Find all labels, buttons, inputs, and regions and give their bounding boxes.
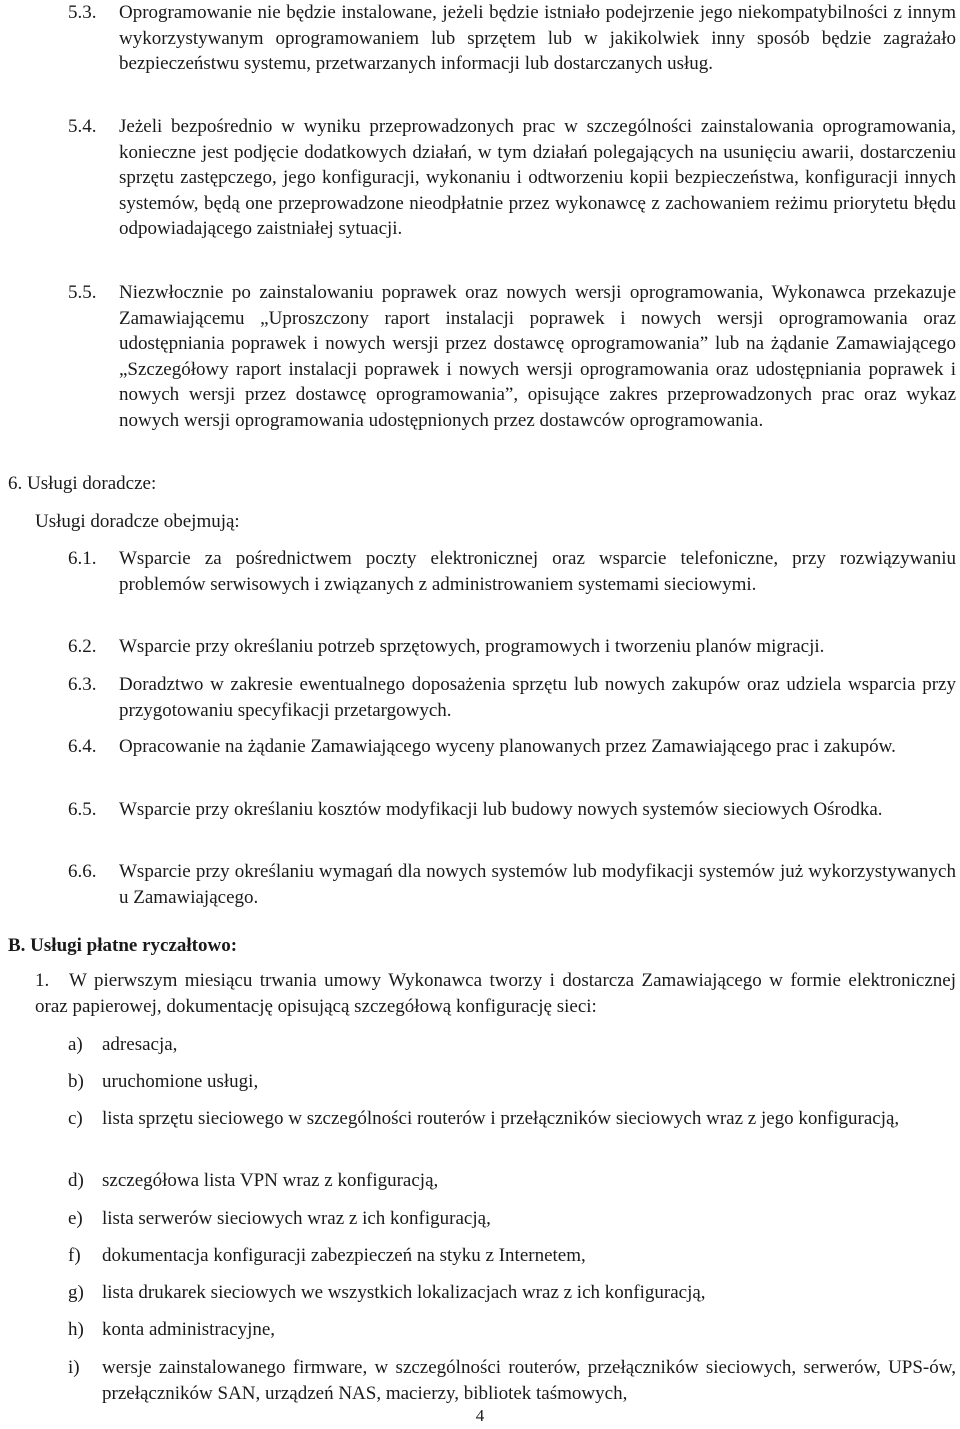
clause-text: Jeżeli bezpośrednio w wyniku przeprowadzonych prac w szczególności zainstalowania oprogramowania, konieczne jest podjęcie dodatkowych działań, w tym działań polegających na usunięciu awarii, dostarczeniu sprzętu zastępczego, jego konfiguracji, wykonaniu i odtworzeniu kopii bezpieczeństwa, konfiguracji innych systemów, będą one przeprowadzone nieodpłatnie przez wykonawcę z zachowaniem reżimu priorytetu błędu odpowiadającego zaistniałej sytuacji. xyxy=(119,116,956,240)
list-letter: h) xyxy=(68,1319,84,1340)
clause-number: 5.5. xyxy=(68,282,97,303)
list-letter: d) xyxy=(68,1170,84,1191)
list-letter: b) xyxy=(68,1071,84,1092)
clause-number: 5.3. xyxy=(68,2,97,23)
list-item-h xyxy=(68,1317,956,1343)
clause-number: 6.2. xyxy=(68,636,97,657)
section-6-intro: Usługi doradcze obejmują: xyxy=(35,511,240,532)
clause-text: Doradztwo w zakresie ewentualnego doposażenia sprzętu lub nowych zakupów oraz udziela wsparcia przy przygotowaniu specyfikacji przetargowych. xyxy=(119,674,956,721)
clause-number: 6.4. xyxy=(68,736,97,757)
list-text: lista drukarek sieciowych we wszystkich lokalizacjach wraz z ich konfiguracją, xyxy=(102,1282,706,1303)
list-letter: e) xyxy=(68,1208,83,1229)
list-letter: c) xyxy=(68,1108,83,1129)
list-item-a xyxy=(68,1032,956,1058)
clause-number: 6.1. xyxy=(68,548,97,569)
page-number: 4 xyxy=(475,1406,485,1425)
list-text: lista sprzętu sieciowego w szczególności routerów i przełączników sieciowych wraz z jego konfiguracją, xyxy=(102,1108,900,1129)
section-6-heading: 6. Usługi doradcze: xyxy=(8,473,157,494)
list-text: szczegółowa lista VPN wraz z konfiguracją, xyxy=(102,1170,439,1191)
list-item-i xyxy=(68,1355,956,1406)
clause-text: Wsparcie przy określaniu kosztów modyfikacji lub budowy nowych systemów sieciowych Ośrodka. xyxy=(119,799,883,820)
list-text: konta administracyjne, xyxy=(102,1319,276,1340)
clause-number: 5.4. xyxy=(68,116,97,137)
list-letter: i) xyxy=(68,1357,80,1378)
clause-text: Niezwłocznie po zainstalowaniu poprawek oraz nowych wersji oprogramowania, Wykonawca przekazuje Zamawiającemu „Uproszczony raport instalacji poprawek i nowych wersji oprogramowania oraz udostępniania poprawek i nowych wersji przez dostawcę oprogramowania” lub na żądanie Zamawiającego „Szczegółowy raport instalacji poprawek i nowych wersji oprogramowania oraz udostępniania poprawek i nowych wersji przez dostawcę oprogramowania”, opisujące zakres przeprowadzonych prac oraz wykaz nowych wersji oprogramowania udostępnionych przez dostawców oprogramowania. xyxy=(119,282,956,431)
list-letter: f) xyxy=(68,1245,81,1266)
clause-6-3 xyxy=(68,672,956,723)
clause-6-5 xyxy=(68,797,956,823)
clause-text: W pierwszym miesiącu trwania umowy Wykonawca tworzy i dostarcza Zamawiającego w formie elektronicznej oraz papierowej, dokumentację opisującą szczegółową konfigurację sieci: xyxy=(35,970,956,1017)
list-item-d xyxy=(68,1168,956,1194)
clause-number: 1. xyxy=(35,970,50,991)
clause-b-1 xyxy=(35,968,956,1019)
clause-text: Opracowanie na żądanie Zamawiającego wyceny planowanych przez Zamawiającego prac i zakupów. xyxy=(119,736,896,757)
clause-5-3 xyxy=(68,0,956,77)
list-item-c xyxy=(68,1106,956,1132)
clause-text: Oprogramowanie nie będzie instalowane, jeżeli będzie istniało podejrzenie jego niekompatybilności z innym wykorzystywanym oprogramowaniem lub sprzętem lub w jakikolwiek inny sposób będzie zagrażało bezpieczeństwu systemu, przetwarzanych informacji lub dostarczanych usług. xyxy=(119,2,956,75)
clause-6-2 xyxy=(68,634,956,660)
list-letter: a) xyxy=(68,1034,83,1055)
list-letter: g) xyxy=(68,1282,84,1303)
clause-5-5 xyxy=(68,280,956,434)
clause-6-1 xyxy=(68,546,956,597)
clause-number: 6.5. xyxy=(68,799,97,820)
clause-number: 6.6. xyxy=(68,861,97,882)
section-b-heading: B. Usługi płatne ryczałtowo: xyxy=(8,935,238,956)
list-text: wersje zainstalowanego firmware, w szczególności routerów, przełączników sieciowych, serwerów, UPS-ów, przełączników SAN, urządzeń NAS, macierzy, bibliotek taśmowych, xyxy=(102,1357,956,1404)
list-text: lista serwerów sieciowych wraz z ich konfiguracją, xyxy=(102,1208,491,1229)
list-item-b xyxy=(68,1069,956,1095)
list-item-g xyxy=(68,1280,956,1306)
clause-text: Wsparcie za pośrednictwem poczty elektronicznej oraz wsparcie telefoniczne, przy rozwiązywaniu problemów serwisowych i związanych z administrowaniem systemami sieciowymi. xyxy=(119,548,956,595)
list-text: adresacja, xyxy=(102,1034,178,1055)
list-text: dokumentacja konfiguracji zabezpieczeń na styku z Internetem, xyxy=(102,1245,586,1266)
list-item-f xyxy=(68,1243,956,1269)
clause-6-6 xyxy=(68,859,956,910)
clause-5-4 xyxy=(68,114,956,242)
list-item-e xyxy=(68,1206,956,1232)
clause-text: Wsparcie przy określaniu potrzeb sprzętowych, programowych i tworzeniu planów migracji. xyxy=(119,636,825,657)
list-text: uruchomione usługi, xyxy=(102,1071,259,1092)
clause-text: Wsparcie przy określaniu wymagań dla nowych systemów lub modyfikacji systemów już wykorzystywanych u Zamawiającego. xyxy=(119,861,956,908)
clause-6-4 xyxy=(68,734,956,760)
clause-number: 6.3. xyxy=(68,674,97,695)
